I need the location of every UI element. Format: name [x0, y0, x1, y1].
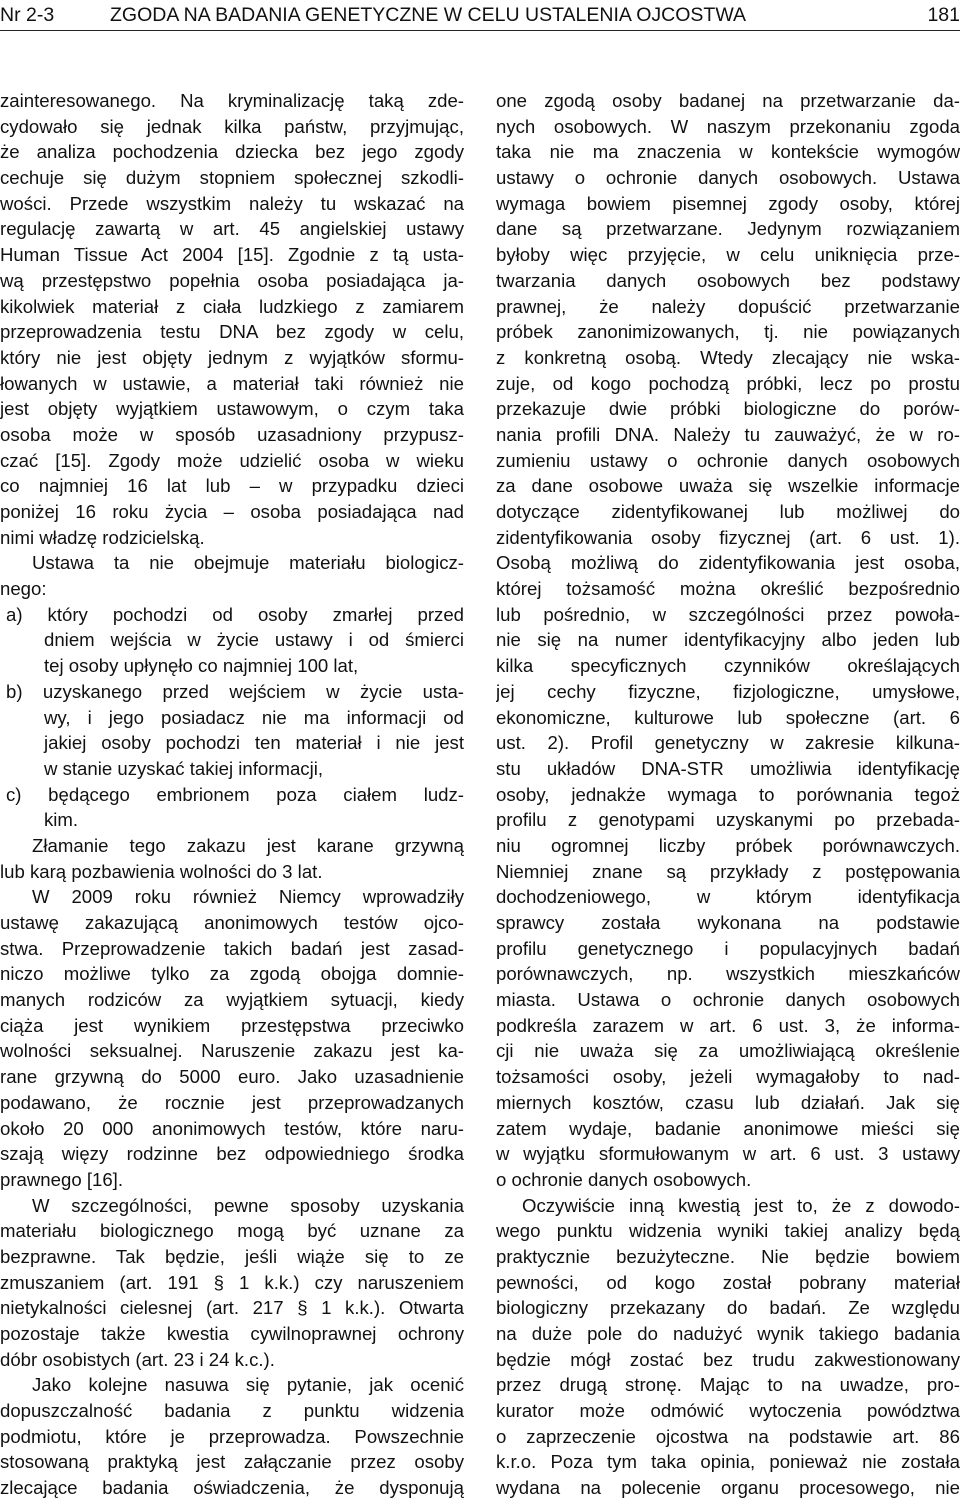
text-line: W 2009 roku również Niemcy wprowadziły: [32, 886, 464, 908]
text-line: kilka specyficznych czynników określających: [496, 655, 960, 677]
text-line: stosowaną praktyką jest załączanie przez osoby: [0, 1451, 464, 1473]
header-rule: [0, 30, 960, 31]
text-line: jakiej osoby pochodzi ten materiał i nie jest: [44, 732, 464, 754]
text-line: W szczególności, pewne sposoby uzyskania: [32, 1194, 464, 1216]
text-line: nania profili DNA. Należy tu zauważyć, że w ro-: [496, 423, 960, 445]
text-line: przeprowadzenia testu DNA bez zgody w celu,: [0, 321, 464, 343]
text-line: sprawcy została wykonana na podstawie: [496, 912, 960, 933]
text-line: nego:: [0, 578, 47, 600]
text-line: biologiczny przekazany do badań. Ze względu: [496, 1297, 960, 1319]
text-line: zumieniu ustawy o ochronie danych osobowych: [496, 449, 960, 471]
text-line: taka nie ma znaczenia w kontekście wymogów: [496, 141, 960, 163]
text-line: próbek zanonimizowanych, tj. nie powiązanych: [496, 321, 960, 343]
text-line: który nie jest objęty jednym z wyjątków sformu-: [0, 346, 464, 368]
text-line: przekazuje dwie próbki biologiczne do porów-: [496, 398, 960, 420]
text-line: bezprawne. Tak będzie, jeśli wiąże się to ze: [0, 1245, 464, 1267]
text-line: ustawę zakazującą anonimowych testów ojco-: [0, 912, 464, 933]
text-line: niu ogromnej liczby próbek porównawczych.: [496, 834, 960, 856]
running-header: [0, 0, 960, 30]
text-line: jej cechy fizyczne, fizjologiczne, umysłowe,: [496, 680, 960, 702]
text-line: prawnej, że należy dopuścić przetwarzanie: [496, 295, 960, 317]
text-line: zainteresowanego. Na kryminalizację taką zde-: [0, 90, 464, 111]
text-line: a) który pochodzi od osoby zmarłej przed: [6, 603, 464, 625]
text-line: ust. 2). Profil genetyczny w zakresie kilkuna-: [496, 732, 960, 754]
text-line: cji nie uważa się za umożliwiającą określenie: [496, 1040, 960, 1062]
text-line: Ustawa ta nie obejmuje materiału biologicz-: [32, 552, 464, 574]
text-line: wości. Przede wszystkim należy tu wskazać na: [0, 192, 464, 214]
text-line: Jako kolejne nasuwa się pytanie, jak ocenić: [32, 1374, 464, 1396]
text-line: ustawy o ochronie danych osobowych. Ustawa: [496, 167, 960, 189]
text-line: zuje, od kogo pochodzą próbki, lecz po prostu: [496, 372, 960, 394]
text-line: cydowało się jednak kilka państw, przyjmując,: [0, 115, 464, 137]
text-line: osoba może w sposób uzasadniony przypusz-: [0, 423, 464, 445]
text-line: c) będącego embrionem poza ciałem ludz-: [6, 783, 464, 805]
text-line: podmiotu, które je przeprowadza. Powszechnie: [0, 1425, 464, 1447]
text-line: lub pośrednio, w szczególności przez powoła-: [496, 603, 960, 625]
text-line: podkreśla zarazem w art. 6 ust. 3, że informa-: [496, 1014, 960, 1036]
text-line: podawano, że rocznie jest przeprowadzanych: [0, 1091, 464, 1113]
text-line: profilu genetycznego i populacyjnych badań: [496, 937, 960, 959]
text-line: profilu z genotypami uzyskanymi po przebada-: [496, 809, 960, 831]
text-line: cechuje się dużym stopniem społecznej szkodli-: [0, 167, 464, 189]
text-line: materiału biologicznego mogą być uznane za: [0, 1220, 464, 1242]
text-line: Human Tissue Act 2004 [15]. Zgodnie z tą usta-: [0, 244, 464, 266]
text-line: nych osobowych. W naszym przekonaniu zgoda: [496, 115, 960, 137]
text-line: wy, i jego posiadacz nie ma informacji od: [44, 706, 464, 728]
text-line: ekonomiczne, kulturowe lub społeczne (art. 6: [496, 706, 960, 728]
text-line: zidentyfikowania osoby fizycznej (art. 6 ust. 1).: [496, 526, 960, 548]
text-line: stwa. Przeprowadzenie takich badań jest zasad-: [0, 937, 464, 959]
text-line: kim.: [44, 809, 79, 831]
text-line: wego punktu widzenia wyniki takiej analizy będą: [496, 1220, 960, 1242]
text-line: k.r.o. Poza tym taka opinia, ponieważ nie została: [496, 1451, 960, 1473]
text-line: b) uzyskanego przed wejściem w życie usta-: [6, 680, 464, 702]
text-line: miasta. Ustawa o ochronie danych osobowych: [496, 989, 960, 1011]
text-line: stu układów DNA-STR umożliwia identyfikację: [496, 757, 960, 779]
text-line: Oczywiście inną kwestią jest to, że z dowodo-: [522, 1194, 960, 1216]
text-line: ciąża jest wynikiem przestępstwa przeciwko: [0, 1014, 464, 1036]
text-line: nie się na numer identyfikacyjny albo jeden lub: [496, 629, 960, 651]
text-line: twarzania danych osobowych bez podstawy: [496, 269, 960, 291]
text-line: kurator może odmówić wytoczenia powództwa: [496, 1400, 960, 1422]
text-line: one zgodą osoby badanej na przetwarzanie da-: [496, 90, 960, 111]
text-line: dopuszczalność badania z punktu widzenia: [0, 1400, 464, 1422]
text-line: będzie mógł zostać bez trudu zakwestionowany: [496, 1348, 960, 1370]
text-line: około 20 000 anonimowych testów, które naru-: [0, 1117, 464, 1139]
page-number: 181: [927, 4, 960, 26]
text-line: szają więzy rodzinne bez odpowiedniego środka: [0, 1143, 464, 1165]
text-line: poniżej 16 roku życia – osoba posiadająca nad: [0, 501, 464, 522]
text-line: praktycznie bezużyteczne. Nie będzie bowiem: [496, 1245, 960, 1267]
text-line: tej osoby upłynęło co najmniej 100 lat,: [44, 655, 359, 677]
text-line: czać [15]. Zgody może udzielić osoba w wieku: [0, 449, 464, 471]
text-line: której tożsamość można określić bezpośrednio: [496, 578, 960, 600]
text-line: lub karą pozbawienia wolności do 3 lat.: [0, 860, 323, 882]
text-line: pewności, od kogo został pobrany materiał: [496, 1271, 960, 1293]
text-line: jest objęty wyjątkiem ustawowym, o czym taka: [0, 398, 464, 420]
text-line: o ochronie danych osobowych.: [496, 1168, 752, 1190]
text-line: w wyjątku sformułowanym w art. 6 ust. 3 ustawy: [496, 1143, 960, 1165]
text-line: w stanie uzyskać takiej informacji,: [44, 757, 324, 779]
text-line: dniem wejścia w życie ustawy i od śmierci: [44, 629, 464, 651]
text-line: regulację zawartą w art. 45 angielskiej ustawy: [0, 218, 464, 240]
text-line: z konkretną osobą. Wtedy zlecający nie wska-: [496, 346, 960, 368]
text-line: wolności seksualnej. Naruszenie zakazu jest ka-: [0, 1040, 464, 1062]
text-line: nietykalności cielesnej (art. 217 § 1 k.k.). Otwarta: [0, 1297, 464, 1319]
text-line: dóbr osobistych (art. 23 i 24 k.c.).: [0, 1348, 275, 1370]
text-line: Złamanie tego zakazu jest karane grzywną: [32, 834, 464, 856]
text-line: zmuszaniem (art. 191 § 1 k.k.) czy naruszeniem: [0, 1271, 464, 1293]
text-line: porównawczych, np. wszystkich mieszkańców: [496, 963, 960, 985]
text-line: wą przestępstwo popełnia osoba posiadająca ja-: [0, 269, 464, 291]
text-line: niczo możliwe tylko za zgodą obojga domnie-: [0, 963, 464, 985]
text-line: wymaga bowiem pisemnej zgody osoby, której: [496, 192, 960, 214]
running-title: ZGODA NA BADANIA GENETYCZNE W CELU USTALENIA OJCOSTWA: [110, 4, 747, 26]
text-line: za dane osobowe uważa się wszelkie informacje: [496, 475, 960, 497]
text-line: manych rodziców za wyjątkiem sytuacji, kiedy: [0, 989, 464, 1011]
text-line: byłoby więc przyjęcie, w celu uniknięcia prze-: [496, 244, 960, 266]
text-line: dane są przetwarzane. Jedynym rozwiązaniem: [496, 218, 960, 240]
right-column: [496, 88, 960, 1501]
text-line: prawnego [16].: [0, 1168, 124, 1190]
text-line: pozostaje także kwestia cywilnoprawnej ochrony: [0, 1323, 464, 1344]
text-line: wydana na polecenie organu procesowego, nie: [496, 1477, 960, 1499]
left-column: [0, 88, 464, 1501]
text-line: tożsamości osoby, jeżeli wymagałoby to nad-: [496, 1066, 960, 1088]
text-line: rane grzywną do 5000 euro. Jako uzasadnienie: [0, 1066, 464, 1088]
text-line: nimi władzę rodzicielską.: [0, 526, 205, 548]
text-line: na duże pole do nadużyć wynik takiego badania: [496, 1323, 960, 1344]
text-line: zlecające badania oświadczenia, że dysponują: [0, 1477, 464, 1499]
text-line: o zaprzeczenie ojcostwa na podstawie art. 86: [496, 1425, 960, 1447]
text-line: Osobą możliwą do zidentyfikowania jest osoba,: [496, 552, 960, 574]
journal-issue: Nr 2-3: [0, 4, 55, 26]
text-line: kikolwiek materiał z ciała ludzkiego z zamiarem: [0, 295, 464, 317]
text-line: Niemniej znane są przykłady z postępowania: [496, 860, 960, 882]
text-line: miernych kosztów, czasu lub działań. Jak się: [496, 1091, 960, 1113]
text-line: dochodzeniowego, w którym identyfikacja: [496, 886, 960, 908]
text-line: przez drugą stronę. Mając to na uwadze, pro-: [496, 1374, 960, 1396]
text-line: osoby, jednakże wymaga to porównania tegoż: [496, 783, 960, 805]
text-line: zatem wydaje, badanie anonimowe mieści się: [496, 1117, 960, 1139]
text-line: łowanych w ustawie, a materiał taki również nie: [0, 372, 464, 394]
text-line: co najmniej 16 lat lub – w przypadku dzieci: [0, 475, 464, 497]
text-line: że analiza pochodzenia dziecka bez jego zgody: [0, 141, 464, 163]
text-line: dotyczące zidentyfikowanej lub możliwej do: [496, 501, 960, 522]
